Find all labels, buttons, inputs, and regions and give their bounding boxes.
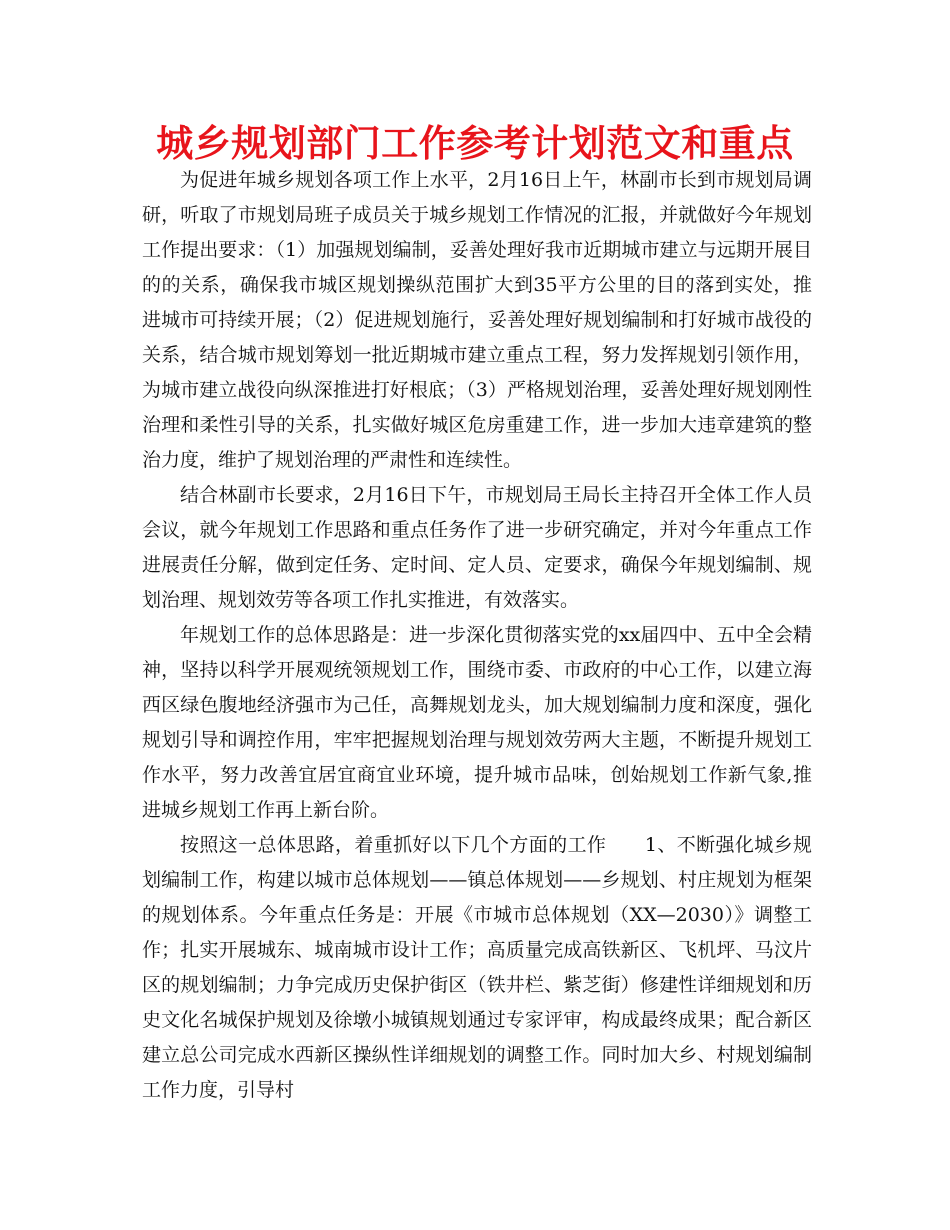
document-title: 城乡规划部门工作参考计划范文和重点 [156, 122, 794, 165]
paragraph-2: 结合林副市长要求，2月16日下午，市规划局王局长主持召开全体工作人员会议，就今年规划工作思路和重点任务作了进一步研究确定，并对今年重点工作进展责任分解，做到定任务、定时间、定人员、定要求，确保今年规划编制、规划治理、规划效劳等各项工作扎实推进，有效落实。 [142, 484, 812, 611]
document-body [142, 163, 812, 1108]
paragraph-3: 年规划工作的总体思路是：进一步深化贯彻落实党的xx届四中、五中全会精神，坚持以科学开展观统领规划工作，围绕市委、市政府的中心工作，以建立海西区绿色腹地经济强市为己任，高舞规划龙头，加大规划编制力度和深度，强化规划引导和调控作用，牢牢把握规划治理与规划效劳两大主题，不断提升规划工作水平，努力改善宜居宜商宜业环境，提升城市品味，创始规划工作新气象,推进城乡规划工作再上新台阶。 [142, 624, 812, 821]
paragraph-1: 为促进年城乡规划各项工作上水平，2月16日上午，林副市长到市规划局调研，听取了市规划局班子成员关于城乡规划工作情况的汇报，并就做好今年规划工作提出要求：（1）加强规划编制，妥善处理好我市近期城市建立与远期开展目的的关系，确保我市城区规划操纵范围扩大到35平方公里的目的落到实处，推进城市可持续开展；（2）促进规划施行，妥善处理好规划编制和打好城市战役的关系，结合城市规划筹划一批近期城市建立重点工程，努力发挥规划引领作用，为城市建立战役向纵深推进打好根底；（3）严格规划治理，妥善处理好规划刚性治理和柔性引导的关系，扎实做好城区危房重建工作，进一步加大违章建筑的整治力度，维护了规划治理的严肃性和连续性。 [142, 169, 812, 471]
paragraph-4: 按照这一总体思路，着重抓好以下几个方面的工作 1、不断强化城乡规划编制工作，构建以城市总体规划——镇总体规划——乡规划、村庄规划为框架的规划体系。今年重点任务是：开展《市城市总体规划（XX—2030）》调整工作；扎实开展城东、城南城市设计工作；高质量完成高铁新区、飞机坪、马汶片区的规划编制；力争完成历史保护街区（铁井栏、紫芝街）修建性详细规划和历史文化名城保护规划及徐墩小城镇规划通过专家评审，构成最终成果；配合新区建立总公司完成水西新区操纵性详细规划的调整工作。同时加大乡、村规划编制工作力度，引导村 [142, 834, 812, 1101]
